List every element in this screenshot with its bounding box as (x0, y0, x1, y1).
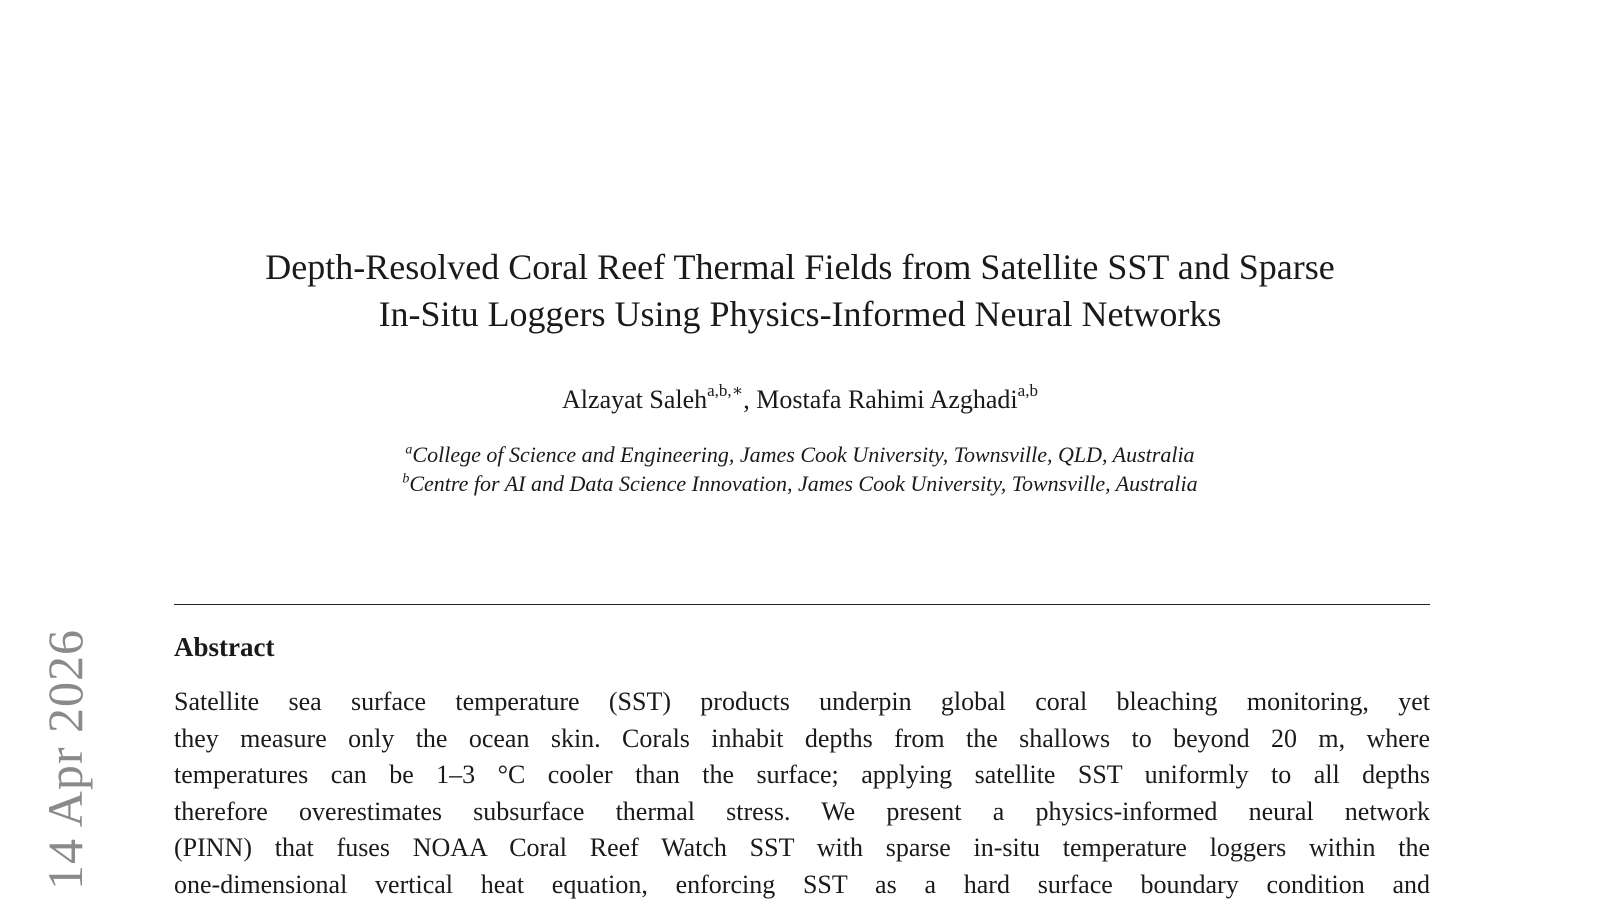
affiliation-mark: b (402, 471, 410, 487)
paper-title (170, 244, 1430, 338)
arxiv-date-stamp: 14 Apr 2026 (37, 629, 93, 890)
abstract-body (174, 684, 1430, 904)
abstract-line: one-dimensional vertical heat equation, enforcing SST as a hard surface boundary condition and (174, 869, 1430, 899)
abstract-line: temperatures can be 1–3 °C cooler than the surface; applying satellite SST uniformly to all depths (174, 760, 1430, 790)
author-affiliation-marks: a,b,∗ (707, 381, 744, 401)
affiliation-item (170, 440, 1430, 469)
author-name: Alzayat Saleh (562, 385, 708, 414)
affiliation-text: Centre for AI and Data Science Innovation, James Cook University, Townsville, Australia (409, 471, 1198, 496)
title-line-2: In-Situ Loggers Using Physics-Informed Neural Networks (378, 294, 1222, 334)
affiliation-text: College of Science and Engineering, James Cook University, Townsville, QLD, Australia (412, 442, 1195, 467)
abstract-heading: Abstract (174, 632, 275, 662)
author-affiliation-marks: a,b (1017, 381, 1038, 401)
author-separator: , (743, 385, 757, 414)
title-line-1: Depth-Resolved Coral Reef Thermal Fields from Satellite SST and Sparse (265, 247, 1335, 287)
affiliation-item (170, 469, 1430, 498)
horizontal-rule (174, 604, 1430, 605)
abstract-line: Satellite sea surface temperature (SST) products underpin global coral bleaching monitoring, yet (174, 687, 1430, 716)
affiliation-list (170, 440, 1430, 498)
abstract-line: (PINN) that fuses NOAA Coral Reef Watch SST with sparse in-situ temperature loggers within the (174, 833, 1430, 863)
author-list (170, 381, 1430, 416)
author-name: Mostafa Rahimi Azghadi (756, 385, 1018, 414)
affiliation-mark: a (405, 442, 413, 458)
abstract-line: therefore overestimates subsurface thermal stress. We present a physics-informed neural network (174, 796, 1430, 826)
abstract-line: they measure only the ocean skin. Corals inhabit depths from the shallows to beyond 20 m, where (174, 723, 1430, 753)
